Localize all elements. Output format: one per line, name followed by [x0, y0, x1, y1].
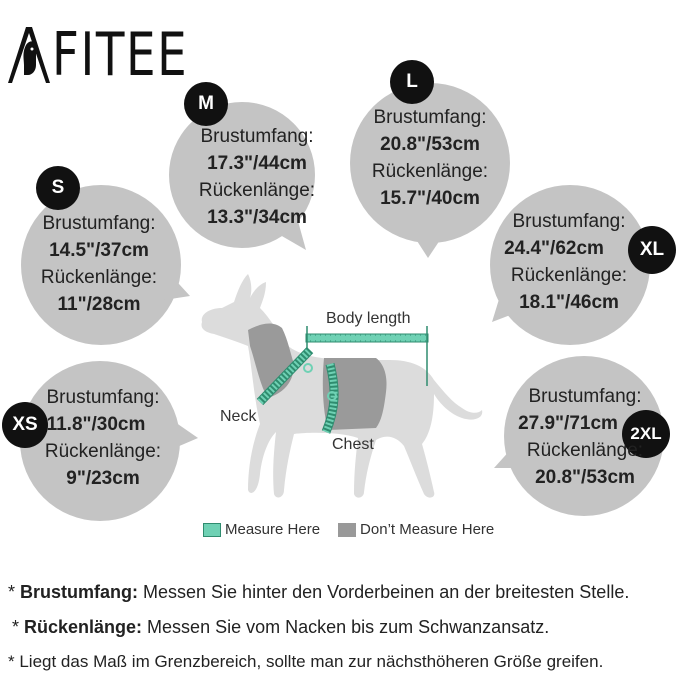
bubble-text-xs: [28, 386, 178, 491]
chest-value: 24.4"/62cm: [504, 238, 604, 259]
chest-label: Brustumfang:: [42, 213, 156, 234]
note-bullet: *: [8, 652, 20, 671]
bubble-text-s: [24, 212, 174, 317]
back-value: 11"/28cm: [57, 294, 141, 315]
note-back: [12, 617, 549, 638]
back-value: 9"/23cm: [66, 468, 140, 489]
back-label: Rückenlänge:: [510, 265, 628, 286]
diagram-legend: [203, 521, 494, 538]
bubble-text-xl: [494, 210, 644, 315]
chest-value: 11.8"/30cm: [46, 414, 146, 435]
back-value: 20.8"/53cm: [535, 467, 635, 488]
chest-label: Brustumfang:: [373, 107, 487, 128]
chest-value: 20.8"/53cm: [380, 134, 480, 155]
dont-measure-label: Don’t Measure Here: [360, 521, 495, 538]
size-badge-s: S: [36, 166, 80, 210]
chest-label: Brustumfang:: [512, 211, 626, 232]
back-value: 18.1"/46cm: [519, 292, 619, 313]
chest-value: 27.9"/71cm: [518, 413, 618, 434]
chest-value: 17.3"/44cm: [207, 153, 307, 174]
dont-measure-swatch: [338, 523, 356, 537]
bubble-text-m: [182, 125, 332, 230]
note-term: Rückenlänge:: [24, 617, 143, 637]
chest-value: 14.5"/37cm: [49, 240, 149, 261]
chest-diagram-label: Chest: [332, 436, 374, 453]
note-text: Messen Sie vom Nacken bis zum Schwanzansatz.: [142, 617, 550, 637]
note-chest: [8, 582, 629, 603]
body-length-label: Body length: [326, 310, 411, 327]
size-badge-2xl: 2XL: [622, 410, 670, 458]
measure-here-swatch: [203, 523, 221, 537]
back-value: 13.3"/34cm: [207, 207, 307, 228]
size-badge-m: M: [184, 82, 228, 126]
size-badge-xs: XS: [2, 402, 48, 448]
dog-silhouette-icon: [190, 268, 490, 518]
back-label: Rückenlänge:: [44, 441, 162, 462]
size-badge-l: L: [390, 60, 434, 104]
neck-label: Neck: [220, 408, 257, 425]
chest-label: Brustumfang:: [528, 386, 642, 407]
note-size-advice: [8, 652, 603, 672]
note-text: Liegt das Maß im Grenzbereich, sollte man zur nächsthöheren Größe greifen.: [19, 652, 604, 671]
back-label: Rückenlänge:: [526, 440, 644, 461]
back-label: Rückenlänge:: [198, 180, 316, 201]
bubble-text-l: [355, 106, 505, 211]
note-bullet: *: [8, 582, 21, 602]
note-term: Brustumfang:: [20, 582, 139, 602]
dog-measurement-diagram: [190, 268, 490, 518]
back-label: Rückenlänge:: [40, 267, 158, 288]
bubble-text-2xl: [510, 385, 660, 490]
note-text: Messen Sie hinter den Vorderbeinen an der breitesten Stelle.: [138, 582, 630, 602]
chest-label: Brustumfang:: [200, 126, 314, 147]
measure-here-label: Measure Here: [225, 521, 321, 538]
chest-label: Brustumfang:: [46, 387, 160, 408]
size-badge-xl: XL: [628, 226, 676, 274]
note-bullet: *: [12, 617, 25, 637]
back-value: 15.7"/40cm: [380, 188, 480, 209]
logo-text: FITEE: [52, 20, 189, 90]
back-label: Rückenlänge:: [371, 161, 489, 182]
